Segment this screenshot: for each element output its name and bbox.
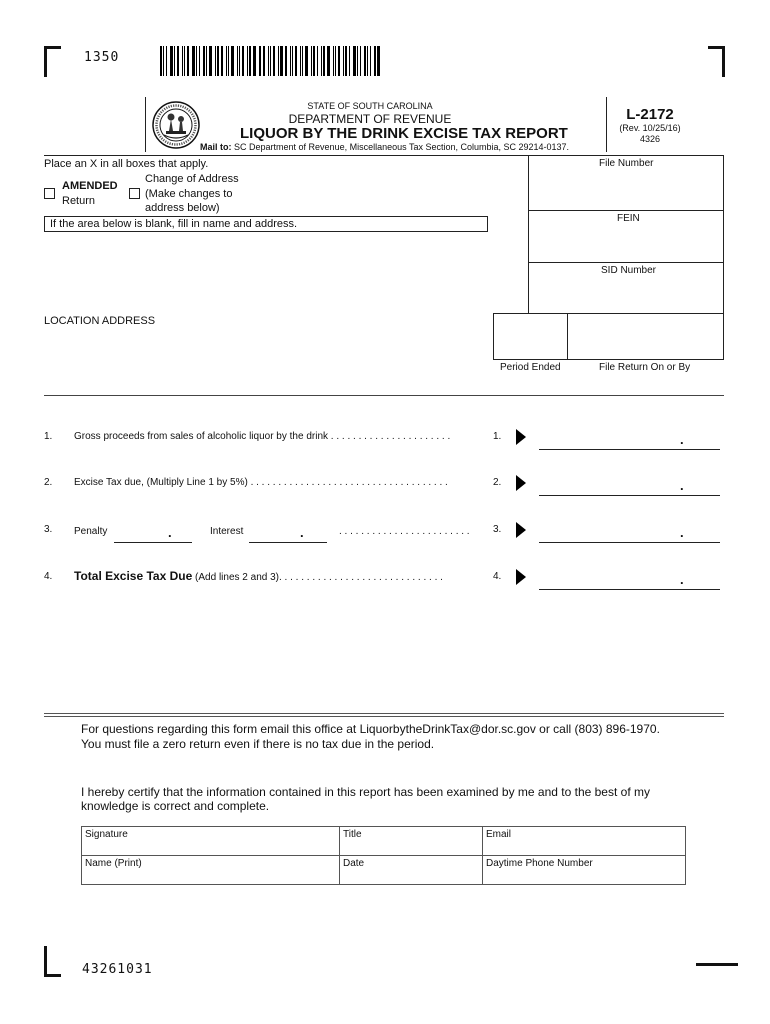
barcode-bar xyxy=(323,46,325,76)
barcode-bar xyxy=(228,46,229,76)
state-seal xyxy=(152,101,200,149)
line-4-arrow-icon xyxy=(516,569,526,585)
barcode xyxy=(160,46,382,76)
barcode-bar xyxy=(239,46,240,76)
barcode-bar xyxy=(273,46,275,76)
barcode-bar xyxy=(311,46,312,76)
barcode-bar xyxy=(221,46,223,76)
barcode-bar xyxy=(333,46,334,76)
barcode-bar xyxy=(317,46,318,76)
header-left-rule xyxy=(145,97,146,152)
interest-amount-field[interactable] xyxy=(249,542,327,543)
state-name: STATE OF SOUTH CAROLINA xyxy=(307,101,433,111)
line-1-arrow-icon xyxy=(516,429,526,445)
barcode-bar xyxy=(305,46,308,76)
barcode-bar xyxy=(215,46,216,76)
barcode-bar xyxy=(327,46,330,76)
barcode-bar xyxy=(343,46,344,76)
line-2-amount-field[interactable] xyxy=(539,495,720,496)
penalty-label: Penalty xyxy=(74,526,108,537)
barcode-bar xyxy=(364,46,366,76)
barcode-bar xyxy=(160,46,162,76)
line-4-bold-label: Total Excise Tax Due xyxy=(74,569,193,583)
blank-note: If the area below is blank, fill in name and address. xyxy=(50,218,298,230)
line-3 xyxy=(44,524,470,537)
file-number-field[interactable] xyxy=(528,155,724,211)
sid-number-label: SID Number xyxy=(601,265,657,276)
barcode-bar xyxy=(345,46,347,76)
barcode-bar xyxy=(170,46,173,76)
date-field[interactable] xyxy=(340,856,483,885)
barcode-bar xyxy=(377,46,380,76)
sid-number-field[interactable] xyxy=(528,262,724,314)
line-4-decimal: . xyxy=(680,572,684,587)
corner-mark-bottom-right xyxy=(696,963,738,966)
barcode-bar xyxy=(268,46,269,76)
line-1-ref: 1. xyxy=(493,431,502,442)
name-print-field[interactable] xyxy=(82,856,340,885)
barcode-bar xyxy=(290,46,291,76)
certify-line-2: knowledge is correct and complete. xyxy=(81,799,270,813)
barcode-bar xyxy=(217,46,219,76)
signature-field[interactable] xyxy=(82,827,340,856)
corner-mark-top-right xyxy=(708,46,725,77)
section-divider xyxy=(44,395,724,396)
line-2-decimal: . xyxy=(680,478,684,493)
line-2-number: 2. xyxy=(44,477,53,488)
barcode-bar xyxy=(278,46,279,76)
line-4-amount-field[interactable] xyxy=(539,589,720,590)
file-return-by-field[interactable] xyxy=(567,313,724,360)
amended-label: AMENDED xyxy=(62,180,118,192)
barcode-bar xyxy=(231,46,234,76)
mail-to-address: SC Department of Revenue, Miscellaneous Tax Section, Columbia, SC 29214-0137. xyxy=(234,142,570,152)
form-code-top: 1350 xyxy=(84,50,120,65)
penalty-amount-field[interactable] xyxy=(114,542,192,543)
email-label: Email xyxy=(486,829,512,840)
line-4-number: 4. xyxy=(44,571,53,582)
barcode-bar xyxy=(174,46,175,76)
daytime-phone-label: Daytime Phone Number xyxy=(486,858,593,869)
date-label: Date xyxy=(343,858,365,869)
barcode-bar xyxy=(187,46,189,76)
barcode-bar xyxy=(203,46,205,76)
amended-sub-label: Return xyxy=(62,195,96,207)
line-3-decimal: . xyxy=(680,525,684,540)
amended-checkbox[interactable] xyxy=(44,188,55,199)
period-ended-label: Period Ended xyxy=(500,362,561,373)
title-label: Title xyxy=(343,829,362,840)
title-field[interactable] xyxy=(340,827,483,856)
barcode-bar xyxy=(249,46,251,76)
barcode-bar xyxy=(242,46,244,76)
barcode-bar xyxy=(292,46,293,76)
questions-text: For questions regarding this form email this office at LiquorbytheDrinkTax@dor.sc.gov or call (803) 896-1970. xyxy=(81,722,660,736)
barcode-bar xyxy=(321,46,322,76)
change-of-address-line1: Change of Address xyxy=(145,173,239,185)
barcode-bar xyxy=(270,46,271,76)
line-1-text: Gross proceeds from sales of alcoholic liquor by the drink . . . . . . . . . . . . . . . . . . . . . . xyxy=(74,431,451,442)
barcode-bar xyxy=(163,46,164,76)
barcode-bar xyxy=(370,46,371,76)
barcode-bar xyxy=(237,46,238,76)
form-number: L-2172 xyxy=(626,106,674,123)
barcode-bar xyxy=(335,46,336,76)
line-1-amount-field[interactable] xyxy=(539,449,720,450)
fein-field[interactable] xyxy=(528,210,724,263)
blank-note-box xyxy=(44,216,488,232)
barcode-bar xyxy=(247,46,248,76)
barcode-bar xyxy=(206,46,207,76)
file-return-by-label: File Return On or By xyxy=(599,362,691,373)
barcode-bar xyxy=(295,46,297,76)
barcode-bar xyxy=(313,46,315,76)
signature-label: Signature xyxy=(85,829,128,840)
form-code-bottom: 43261031 xyxy=(82,962,153,977)
barcode-bar xyxy=(338,46,340,76)
mail-to-label: Mail to: xyxy=(200,142,232,152)
mail-to xyxy=(200,142,569,152)
barcode-bar xyxy=(300,46,301,76)
line-3-arrow-icon xyxy=(516,522,526,538)
location-address-label: LOCATION ADDRESS xyxy=(44,315,156,327)
instruction-text: Place an X in all boxes that apply. xyxy=(44,158,209,170)
barcode-bar xyxy=(260,46,261,76)
line-1 xyxy=(44,431,451,442)
change-of-address-line3: address below) xyxy=(145,202,220,214)
barcode-bar xyxy=(192,46,195,76)
interest-label: Interest xyxy=(210,526,244,537)
barcode-bar xyxy=(374,46,376,76)
barcode-bar xyxy=(182,46,183,76)
line-3-dots: . . . . . . . . . . . . . . . . . . . . . . . . xyxy=(339,526,470,537)
line-1-number: 1. xyxy=(44,431,53,442)
barcode-bar xyxy=(280,46,283,76)
line-3-ref: 3. xyxy=(493,524,502,535)
corner-mark-top-left xyxy=(44,46,61,77)
barcode-bar xyxy=(196,46,197,76)
department-name: DEPARTMENT OF REVENUE xyxy=(288,112,452,126)
penalty-decimal: . xyxy=(168,525,172,540)
barcode-bar xyxy=(259,46,260,76)
barcode-bar xyxy=(349,46,350,76)
barcode-bar xyxy=(285,46,287,76)
form-title: LIQUOR BY THE DRINK EXCISE TAX REPORT xyxy=(240,125,568,142)
form-code: 4326 xyxy=(639,134,661,144)
barcode-bar xyxy=(177,46,179,76)
line-4 xyxy=(44,569,443,583)
header-bottom-rule xyxy=(44,155,528,156)
name-print-label: Name (Print) xyxy=(85,858,142,869)
line-4-ref: 4. xyxy=(493,571,502,582)
change-of-address-line2: (Make changes to xyxy=(145,188,233,200)
barcode-bar xyxy=(199,46,200,76)
period-ended-field[interactable] xyxy=(493,313,568,360)
zero-return-text: You must file a zero return even if there is no tax due in the period. xyxy=(81,737,435,751)
change-of-address-checkbox[interactable] xyxy=(129,188,140,199)
barcode-bar xyxy=(226,46,227,76)
barcode-bar xyxy=(367,46,368,76)
barcode-bar xyxy=(253,46,256,76)
line-2-text: Excise Tax due, (Multiply Line 1 by 5%) . . . . . . . . . . . . . . . . . . . . . . . . . . . . . . . . . . . . xyxy=(74,477,448,488)
barcode-bar xyxy=(263,46,265,76)
line-1-decimal: . xyxy=(680,432,684,447)
footer-divider-bottom xyxy=(44,716,724,717)
line-2 xyxy=(44,477,448,488)
line-4-text: (Add lines 2 and 3). . . . . . . . . . . . . . . . . . . . . . . . . . . . . . xyxy=(195,572,443,583)
interest-decimal: . xyxy=(300,525,304,540)
line-2-arrow-icon xyxy=(516,475,526,491)
barcode-bar xyxy=(357,46,358,76)
line-3-number: 3. xyxy=(44,524,53,535)
file-number-label: File Number xyxy=(599,158,654,169)
barcode-bar xyxy=(360,46,361,76)
fein-label: FEIN xyxy=(617,213,640,224)
revision-date: (Rev. 10/25/16) xyxy=(619,123,681,133)
barcode-bar xyxy=(166,46,167,76)
corner-mark-bottom-left xyxy=(44,946,61,977)
header-right-rule xyxy=(606,97,607,152)
line-3-amount-field[interactable] xyxy=(539,542,720,543)
email-field[interactable] xyxy=(483,827,686,856)
signature-table xyxy=(81,826,686,885)
daytime-phone-field[interactable] xyxy=(483,856,686,885)
barcode-bar xyxy=(184,46,185,76)
line-2-ref: 2. xyxy=(493,477,502,488)
barcode-bar xyxy=(209,46,212,76)
barcode-bar xyxy=(302,46,303,76)
barcode-bar xyxy=(353,46,356,76)
certify-line-1: I hereby certify that the information contained in this report has been examined by me and to the best of my xyxy=(81,785,650,799)
footer-divider-top xyxy=(44,713,724,714)
